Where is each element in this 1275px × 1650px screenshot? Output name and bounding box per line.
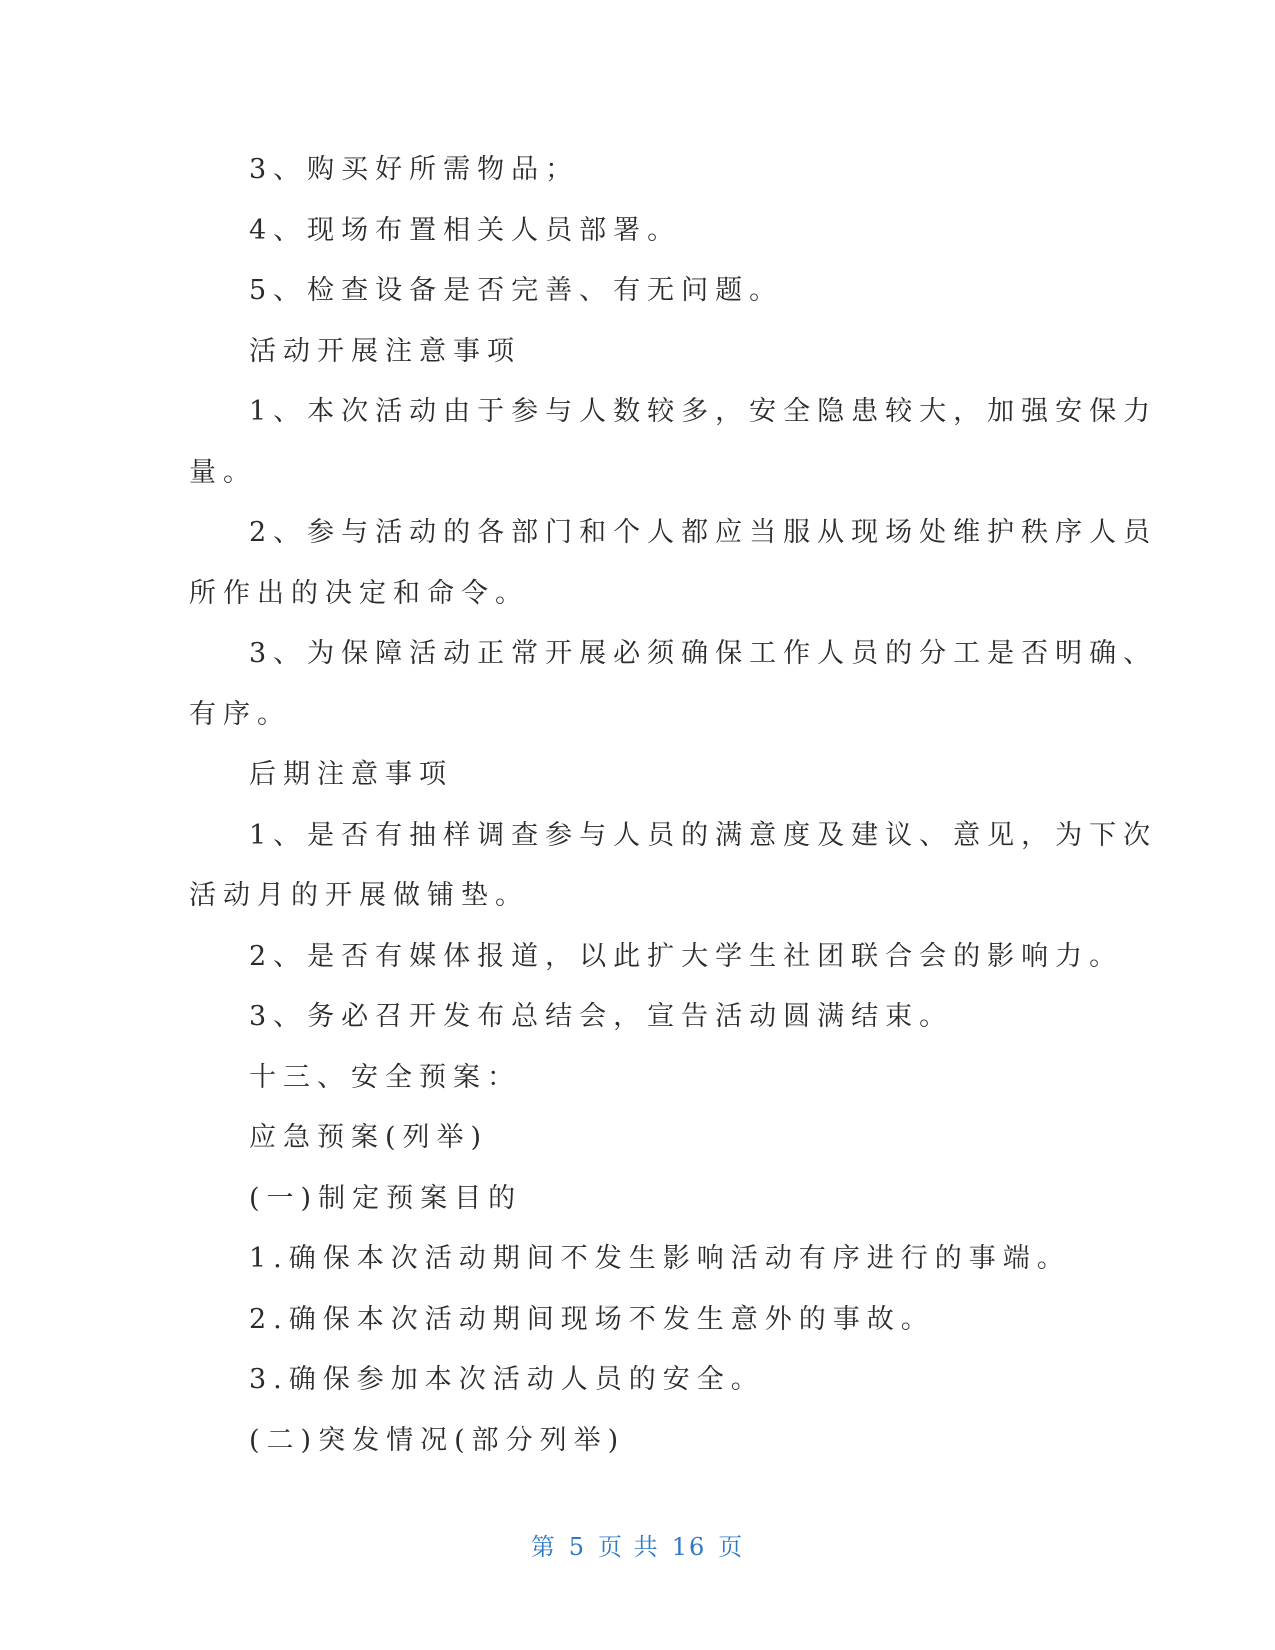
paragraph-line: 量。 [189,456,257,488]
list-item: 3.确保参加本次活动人员的安全。 [249,1364,765,1395]
paragraph-line: 2、参与活动的各部门和个人都应当服从现场处维护秩序人员 [249,517,1158,548]
list-item: 4、现场布置相关人员部署。 [249,214,682,246]
page-footer [0,1527,1275,1562]
section-heading: 活动开展注意事项 [249,335,521,367]
total-pages: 16 [671,1533,707,1561]
section-heading: 后期注意事项 [249,759,453,790]
footer-suffix: 页 [718,1533,745,1561]
paragraph-line: 所作出的决定和命令。 [189,577,529,609]
section-heading: 应急预案(列举) [249,1122,489,1153]
document-body [189,140,1158,1471]
list-item: 2、是否有媒体报道，以此扩大学生社团联合会的影响力。 [249,940,1124,972]
paragraph-line: 1、本次活动由于参与人数较多，安全隐患较大，加强安保力 [249,396,1158,427]
list-item: 3、购买好所需物品； [249,154,580,185]
page-number: 5 [568,1533,587,1561]
paragraph-line: 3、为保障活动正常开展必须确保工作人员的分工是否明确、 [249,638,1158,669]
list-item: 5、检查设备是否完善、有无问题。 [249,275,784,306]
subsection-heading: (二)突发情况(部分列举) [249,1424,626,1456]
paragraph-line: 1、是否有抽样调查参与人员的满意度及建议、意见，为下次 [249,819,1158,851]
list-item: 2.确保本次活动期间现场不发生意外的事故。 [249,1303,935,1335]
subsection-heading: (一)制定预案目的 [249,1182,523,1214]
paragraph-line: 有序。 [189,698,291,730]
footer-mid: 页 共 [598,1533,660,1561]
list-item: 1.确保本次活动期间不发生影响活动有序进行的事端。 [249,1243,1071,1274]
section-heading: 十三、安全预案： [249,1061,521,1093]
footer-prefix: 第 [530,1533,557,1561]
list-item: 3、务必召开发布总结会，宣告活动圆满结束。 [249,1001,954,1032]
paragraph-line: 活动月的开展做铺垫。 [189,880,529,911]
